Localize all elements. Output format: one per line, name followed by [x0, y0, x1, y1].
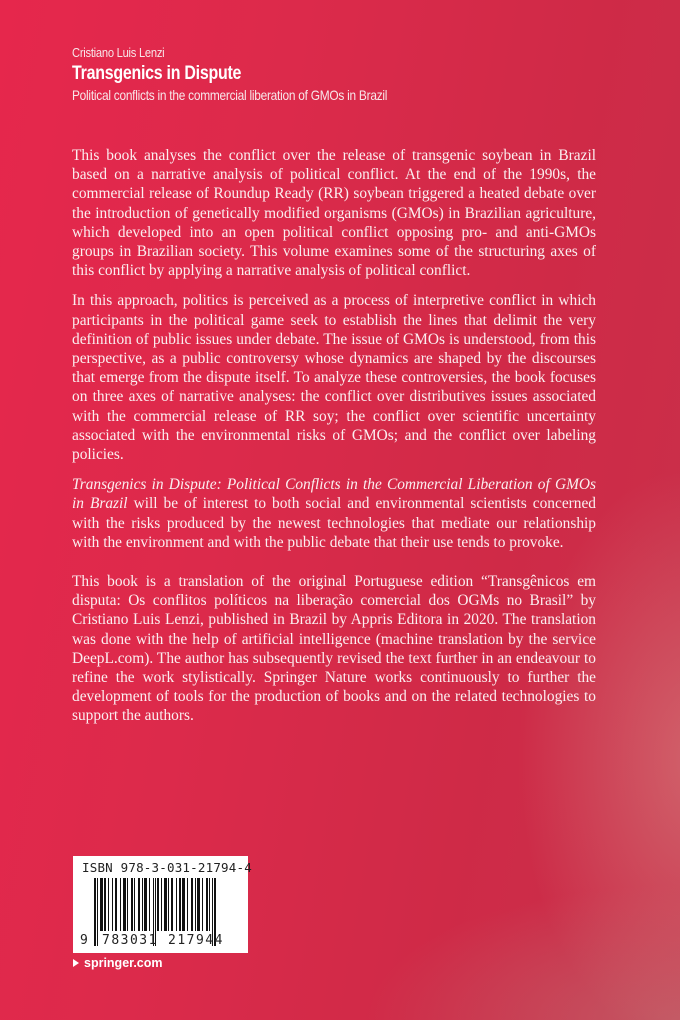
blurb-paragraph-3-text: will be of interest to both social and environmental scientists concerned with the risks produced by the newest technologies that mediate our relationship with the environment and with the public debate that their use tends to provoke.: [72, 495, 596, 551]
author-name: Cristiano Luis Lenzi: [72, 45, 165, 60]
barcode-digit-first: 9: [80, 933, 88, 948]
cover-header: [72, 45, 443, 103]
blurb-paragraph-2: In this approach, politics is perceived as a process of interpretive conflict in which participants in the political game seek to establish the lines that delimit the very definition of public issues under debate. The issue of GMOs is understood, from this perspective, as a public controversy whose dynamics are shaped by the discourses that emerge from the dispute itself. To analyze these controversies, the book focuses on three axes of narrative analyses: the conflict over distributives issues associated with the commercial release of RR soy; the conflict over scientific uncertainty associated with the environmental risks of GMOs; and the conflict over labeling policies.: [72, 292, 596, 464]
book-title: Transgenics in Dispute: [72, 63, 242, 84]
blurb-paragraph-3: [72, 475, 596, 552]
barcode-digits-left: 783031: [102, 933, 158, 948]
springer-link-text: springer.com: [84, 956, 163, 970]
blurb-paragraph-1: This book analyses the conflict over the release of transgenic soybean in Brazil based on a narrative analysis of political conflict. At the end of the 1990s, the commercial release of Roundup Ready (RR) soybean triggered a heated debate over the introduction of genetically modified organisms (GMOs) in Brazilian agriculture, which developed into an open political conflict opposing pro- and anti-GMOs groups in Brazilian society. This volume examines some of the structuring axes of this conflict by applying a narrative analysis of political conflict.: [72, 147, 596, 280]
blurb: [72, 146, 596, 737]
isbn-label: ISBN 978-3-031-21794-4: [82, 860, 252, 875]
translation-note: This book is a translation of the original Portuguese edition “Transgênicos em disputa: Os conflitos políticos na liberação comercial dos OGMs no Brasil” by Cristiano Luis Lenzi, published in Brazil by Appris Editora in 2020. The translation was done with the help of artificial intelligence (machine translation by the service DeepL.com). The author has subsequently revised the text further in an endeavour to refine the work stylistically. Springer Nature works continuously to further the development of tools for the production of books and on the related technologies to support the authors.: [72, 573, 596, 725]
barcode-digits-right: 217944: [168, 933, 224, 948]
book-subtitle: Political conflicts in the commercial liberation of GMOs in Brazil: [72, 87, 388, 103]
play-arrow-icon: [73, 959, 79, 967]
springer-link[interactable]: [73, 956, 163, 970]
isbn-barcode: [73, 856, 252, 953]
italic-book-title: Transgenics in Dispute: Political Conflicts in the Commercial Liberation of GMOs in Brazil: [72, 476, 596, 513]
